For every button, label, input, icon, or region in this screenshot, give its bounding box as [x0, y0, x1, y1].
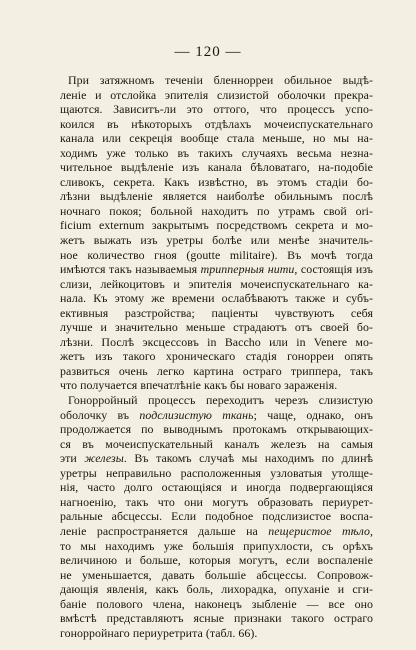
text-line — [60, 524, 373, 539]
text-line: ральные абсцессы. Если подобное подслизистое воспа- — [60, 509, 373, 524]
text-line: лучше и значительно меньше страдаютъ отъ своей бо- — [60, 320, 373, 335]
text-line: дающiя явленiя, какъ боль, лихорадка, опуханiе и сги- — [60, 582, 373, 597]
text-line: слизи, лейкоцитовъ и эпителiя мочеиспускательнаго ка- — [60, 276, 373, 291]
text-line: продолжается по выводнымъ протокамъ открывающих- — [60, 422, 373, 437]
text-line: ленiе и отслойка эпителiя слизистой оболочки прекра- — [60, 87, 373, 102]
text-line: нагноенiю, такъ что они могутъ образовать периурет- — [60, 494, 373, 509]
text-line: сливокъ, секрета. Какъ извѣстно, въ этомъ стадiи бо- — [60, 174, 373, 189]
text-line: щаются. Зависитъ-ли это оттого, что процессъ успо- — [60, 102, 373, 117]
text-line: лѣзни выдѣленiе является наиболѣе обильнымъ послѣ — [60, 189, 373, 204]
text-line: банiе полового члена, наконецъ зыбленiе — все оно — [60, 596, 373, 611]
text-line: ся въ мочеиспускательный каналъ железъ на самыя — [60, 436, 373, 451]
text-line: канала или секрецiя вообще стала меньше, но мы на- — [60, 131, 373, 146]
text-line: коился въ нѣкоторыхъ отдѣлахъ мочеиспускательнаго — [60, 116, 373, 131]
text-line-part: эти — [60, 451, 85, 466]
text-line-part: имѣются такъ называемыя — [60, 262, 201, 277]
text-line: чительное выдѣленiе изъ канала бѣловатаго, на-подобiе — [60, 160, 373, 175]
text-line: вмѣстѣ представляютъ ясные признаки такого остраго — [60, 611, 373, 626]
text-line: ночнаго покоя; больной находитъ по утрамъ свой ori- — [60, 203, 373, 218]
text-line: что получается впечатлѣнiе какъ бы новаго зараженiя. — [60, 378, 338, 393]
text-line: ficium externum закрытымъ посредствомъ секрета и мо- — [60, 218, 373, 233]
emphasized-term: железы — [84, 451, 124, 466]
text-line: Гонорройный процессъ переходитъ черезъ слизистую — [68, 393, 373, 408]
text-line — [60, 451, 373, 466]
emphasized-term: пещеристое тѣло — [268, 523, 370, 538]
text-line: нала. Къ этому же времени ослабѣваютъ также и субъ- — [60, 291, 373, 306]
text-line-part: ленiе распространяется дальше на — [60, 523, 269, 538]
text-line-part: , — [369, 523, 373, 538]
text-line: развиться очень легко картина остраго триппера, такъ — [60, 363, 373, 378]
text-line: ходимъ уже только въ такихъ случаяхъ весьма незна- — [60, 145, 373, 160]
text-line: то мы находимъ уже большiя припухлости, съ орѣхъ — [60, 538, 373, 553]
emphasized-term: трипперныя нити — [200, 262, 295, 277]
text-line — [60, 408, 373, 423]
text-line-part: , состоящiя изъ — [294, 262, 373, 277]
emphasized-term: подслизистую ткань — [139, 407, 254, 422]
text-line: жетъ изъ такого хроническаго стадiя гонорреи опять — [60, 349, 373, 364]
text-line: При затяжномъ теченiи бленнорреи обильное выдѣ- — [68, 73, 373, 87]
text-line — [60, 262, 373, 277]
text-line-part: . Въ такомъ случаѣ мы находимъ по длинѣ — [123, 451, 373, 466]
page-number: — 120 — — [174, 44, 242, 60]
text-line: жетъ выжать изъ уретры болѣе или менѣе значитель- — [60, 233, 373, 248]
text-line: гонорройнаго периуретрита (табл. 66). — [60, 625, 258, 640]
text-line: нiя, часто долго остающiяся и иногда подвергающiяся — [60, 480, 373, 495]
text-line: лѣзни. Послѣ эксцессовъ in Baccho или in Venere мо- — [60, 334, 373, 349]
text-line: уретры неправильно расположенныя узловатыя утолще- — [60, 465, 373, 480]
text-line-part: ; чаще, однако, онъ — [253, 407, 373, 422]
text-line-part: оболочку въ — [60, 407, 140, 422]
text-line: не уменьшается, давать большiе абсцессы. Сопровож- — [60, 567, 373, 582]
text-line: ективныя разстройства; пацiенты чувствуютъ себя — [60, 305, 373, 320]
body-text — [60, 73, 373, 640]
text-line: ное количество гноя (goutte militaire). Въ мочѣ тогда — [60, 247, 373, 262]
text-line: величиною и больше, которыя могутъ, если воспаленiе — [60, 553, 373, 568]
